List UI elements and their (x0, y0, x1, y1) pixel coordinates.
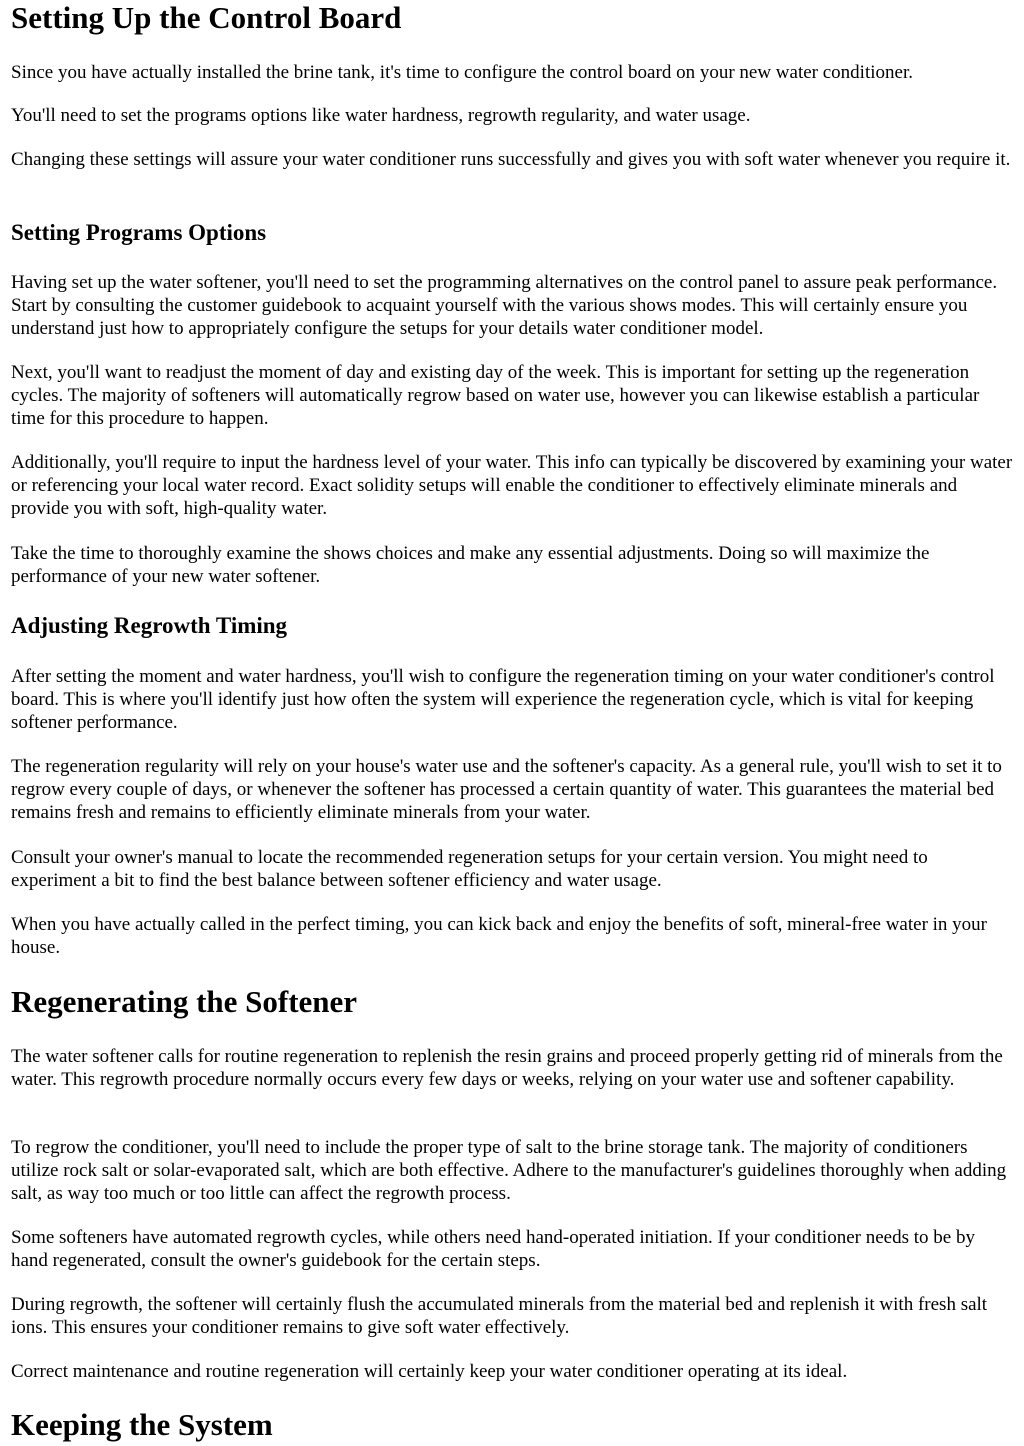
paragraph: Next, you'll want to readjust the moment of day and existing day of the week. This is important for setting up the regeneration cycles. The majority of softeners will automatically regrow based on water use, however you can likewise establish a particular time for this procedure to happen. (11, 362, 980, 429)
section-heading-regenerating: Regenerating the Softener (11, 984, 358, 1019)
paragraph: To regrow the conditioner, you'll need to include the proper type of salt to the brine storage tank. The majority of conditioners utilize rock salt or solar-evaporated salt, which are both effective. Adhere to the manufacturer's guidelines thoroughly when adding salt, as way too much or too little can affect the regrowth process. (11, 1137, 1007, 1204)
subsection-heading-programs: Setting Programs Options (11, 220, 267, 245)
section-heading-setup: Setting Up the Control Board (11, 0, 402, 35)
paragraph: You'll need to set the programs options like water hardness, regrowth regularity, and water usage. (11, 105, 751, 126)
paragraph: Correct maintenance and routine regeneration will certainly keep your water conditioner operating at its ideal. (11, 1361, 848, 1382)
paragraph: Having set up the water softener, you'll need to set the programming alternatives on the control panel to assure peak performance. Start by consulting the customer guidebook to acquaint yourself with the various shows modes. This will certainly ensure you understand just how to appropriately configure the setups for your details water conditioner model. (11, 272, 998, 339)
section-heading-keeping: Keeping the System (11, 1407, 273, 1442)
paragraph: Changing these settings will assure your water conditioner runs successfully and gives you with soft water whenever you require it. (11, 149, 1011, 170)
paragraph: The water softener calls for routine regeneration to replenish the resin grains and proceed properly getting rid of minerals from the water. This regrowth procedure normally occurs every few days or weeks, relying on your water use and softener capability. (11, 1046, 1003, 1090)
paragraph: Consult your owner's manual to locate the recommended regeneration setups for your certain version. You might need to experiment a bit to find the best balance between softener efficiency and water usage. (11, 847, 928, 891)
paragraph: Additionally, you'll require to input the hardness level of your water. This info can typically be discovered by examining your water or referencing your local water record. Exact solidity setups will enable the conditioner to effectively eliminate minerals and provide you with soft, high-quality water. (11, 452, 1013, 519)
paragraph: When you have actually called in the perfect timing, you can kick back and enjoy the benefits of soft, mineral-free water in your house. (11, 914, 988, 958)
paragraph: Take the time to thoroughly examine the shows choices and make any essential adjustments. Doing so will maximize the performance of your new water softener. (11, 543, 930, 587)
paragraph: During regrowth, the softener will certainly flush the accumulated minerals from the material bed and replenish it with fresh salt ions. This ensures your conditioner remains to give soft water effectively. (11, 1294, 988, 1338)
paragraph: After setting the moment and water hardness, you'll wish to configure the regeneration timing on your water conditioner's control board. This is where you'll identify just how often the system will experience the regeneration cycle, which is vital for keeping softener performance. (11, 666, 995, 733)
subsection-heading-regrowth-timing: Adjusting Regrowth Timing (11, 613, 288, 638)
paragraph: Since you have actually installed the brine tank, it's time to configure the control board on your new water conditioner. (11, 62, 913, 83)
paragraph: Some softeners have automated regrowth cycles, while others need hand-operated initiation. If your conditioner needs to be by hand regenerated, consult the owner's guidebook for the certain steps. (11, 1227, 975, 1271)
paragraph: The regeneration regularity will rely on your house's water use and the softener's capacity. As a general rule, you'll wish to set it to regrow every couple of days, or whenever the softener has processed a certain quantity of water. This guarantees the material bed remains fresh and remains to efficiently eliminate minerals from your water. (11, 756, 1002, 823)
